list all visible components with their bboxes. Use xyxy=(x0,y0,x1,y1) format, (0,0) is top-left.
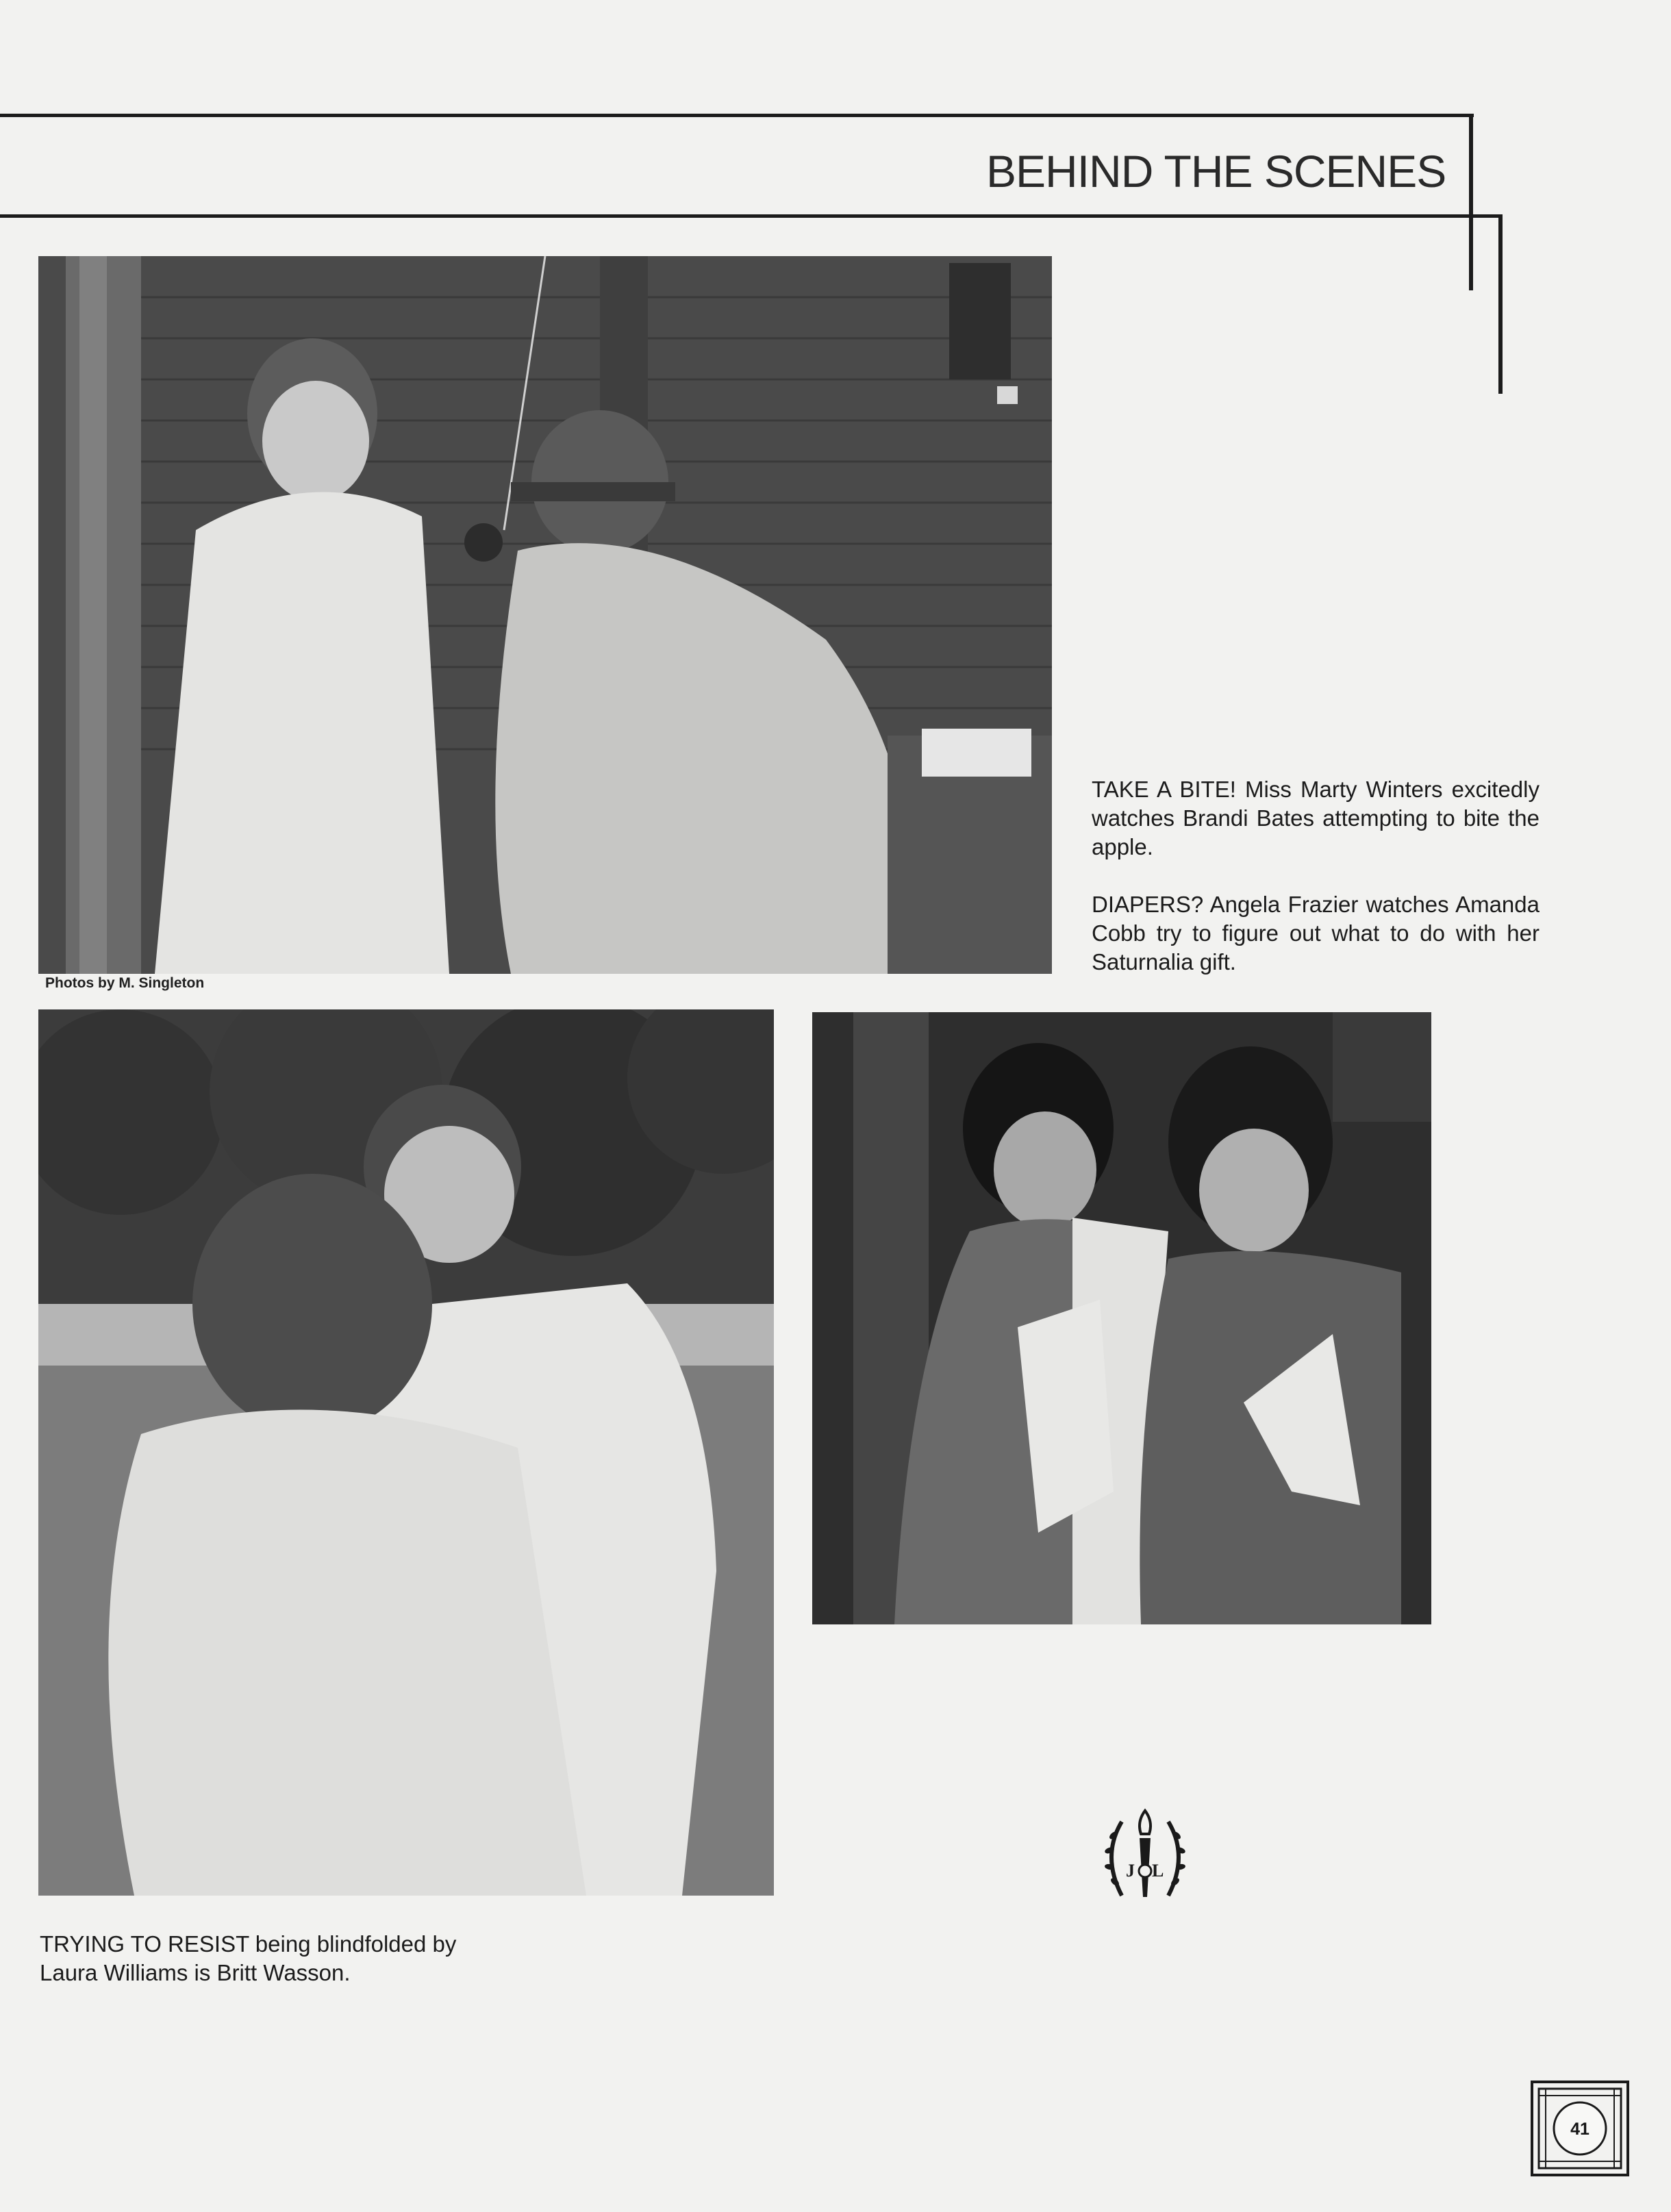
caption-diapers: DIAPERS? Angela Frazier watches Amanda Cobb try to figure out what to do with her Saturnalia gift. xyxy=(1092,892,1540,975)
caption-take-a-bite: TAKE A BITE! Miss Marty Winters excitedly watches Brandi Bates attempting to bite the apple. xyxy=(1092,777,1540,859)
photo-apple-bite xyxy=(38,256,1052,974)
header-bottom-rule xyxy=(0,214,1503,218)
svg-text:L: L xyxy=(1152,1861,1164,1881)
photo-diapers xyxy=(812,1012,1431,1624)
svg-text:J: J xyxy=(1126,1861,1135,1881)
header-bottom-rule-drop xyxy=(1498,214,1503,394)
photo-blindfold xyxy=(38,1009,774,1896)
page-number: 41 xyxy=(1570,2120,1590,2139)
header-top-rule xyxy=(0,114,1474,117)
page-title: BEHIND THE SCENES xyxy=(986,146,1446,197)
jcl-emblem-icon xyxy=(1094,1808,1196,1909)
caption-trying-to-resist: TRYING TO RESIST being blindfolded by Laura Williams is Britt Wasson. xyxy=(40,1931,457,1985)
header-top-rule-drop xyxy=(1469,114,1473,290)
photo-credit: Photos by M. Singleton xyxy=(45,975,205,991)
